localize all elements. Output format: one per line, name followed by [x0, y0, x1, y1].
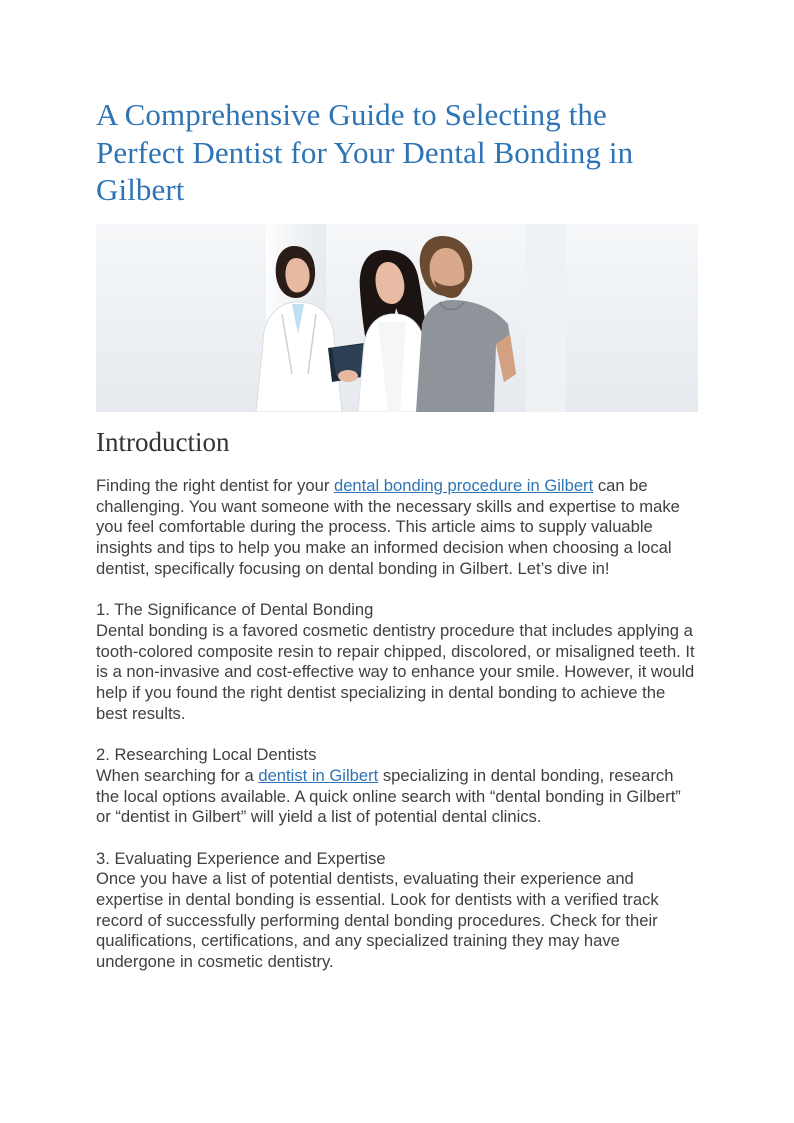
section-title-significance: 1. The Significance of Dental Bonding — [96, 600, 374, 620]
section-body-before-link: When searching for a — [96, 765, 259, 785]
section-significance — [96, 600, 700, 724]
intro-text-after-link: can be challenging. You want someone with the necessary skills and expertise to make you feel comfortable during the process. This article aims to supply valuable insights and tips to help you make an informed decision when choosing a local dentist, specifically focusing on dental bonding in Gilbert. Let’s dive in! — [96, 476, 680, 578]
dentist-consultation-illustration — [96, 224, 698, 412]
section-body-after-link: specializing in dental bonding, research the local options available. A quick online search with “dental bonding in Gilbert” or “dentist in Gilbert” will yield a list of potential dental clinics. — [96, 765, 681, 827]
dentist-in-gilbert-link[interactable]: dentist in Gilbert — [258, 765, 379, 785]
section-researching — [96, 745, 700, 828]
section-title-evaluating: 3. Evaluating Experience and Expertise — [96, 848, 386, 868]
section-body-evaluating: Once you have a list of potential dentists, evaluating their experience and expertise in dental bonding is essential. Look for dentists with a verified track record of successfully performing dental bonding procedures. Check for their qualifications, certifications, and any specialized training they may have undergone in cosmetic dentistry. — [96, 869, 659, 972]
intro-text-before-link: Finding the right dentist for your — [96, 476, 334, 495]
article-title: A Comprehensive Guide to Selecting the Perfect Dentist for Your Dental Bonding in Gilbert — [96, 97, 634, 207]
article-body — [96, 476, 700, 994]
dental-bonding-link[interactable]: dental bonding procedure in Gilbert — [333, 476, 594, 495]
introduction-heading: Introduction — [96, 427, 230, 457]
document-page — [96, 96, 700, 972]
intro-paragraph — [96, 476, 700, 580]
hero-image — [96, 224, 698, 412]
section-title-researching: 2. Researching Local Dentists — [96, 745, 317, 765]
section-evaluating — [96, 849, 700, 973]
section-body-significance: Dental bonding is a favored cosmetic dentistry procedure that includes applying a tooth-colored composite resin to repair chipped, discolored, or misaligned teeth. It is a non-invasive and cost-effective way to enhance your smile. However, it would help if you found the right dentist specializing in dental bonding to achieve the best results. — [96, 620, 695, 723]
